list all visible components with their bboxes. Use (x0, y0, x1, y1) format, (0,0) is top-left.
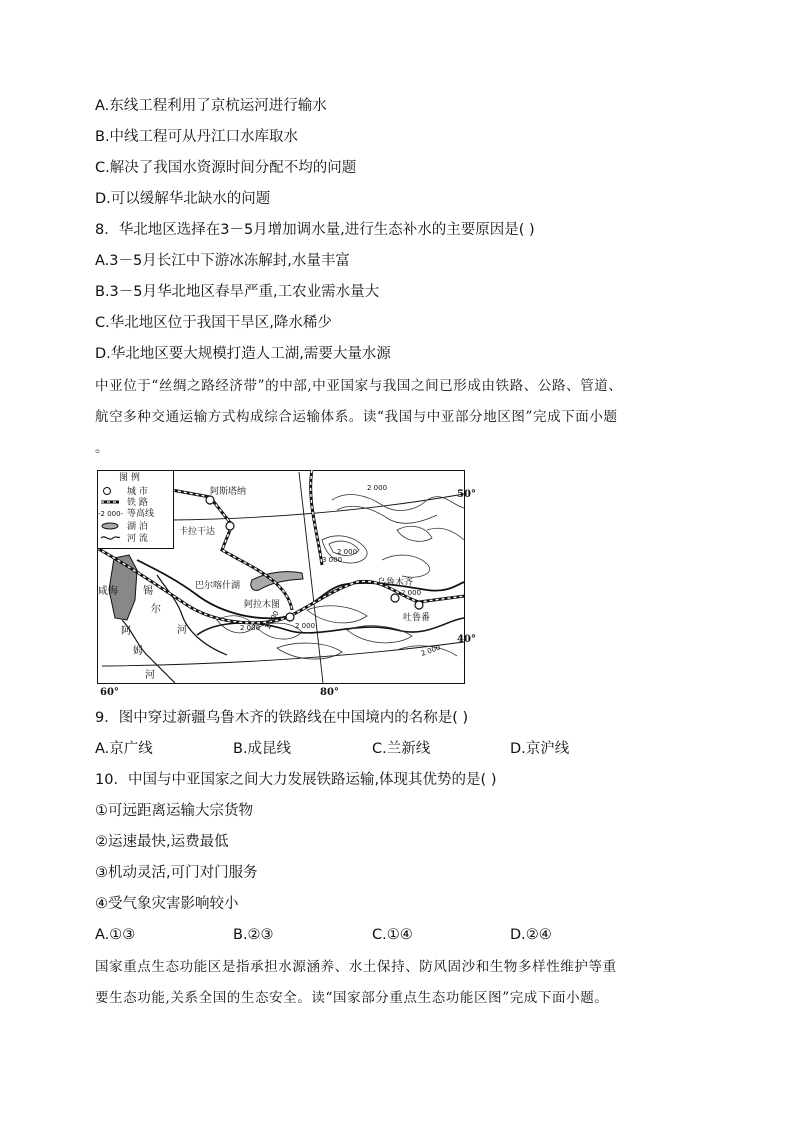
legend-city: 城 市 (127, 487, 148, 497)
contour-label-c: 2 000 (401, 589, 422, 597)
city-astana-marker (206, 496, 214, 504)
q10-statement-2: ②运速最快,运费最低 (95, 834, 229, 850)
label-syr-3: 河 (177, 625, 187, 636)
label-aral: 咸海 (98, 586, 118, 597)
q8-option-a: A.3－5月长江中下游冰冻解封,水量丰富 (95, 253, 350, 269)
q8-option-c: C.华北地区位于我国干旱区,降水稀少 (95, 315, 332, 331)
q9-option-a: A.京广线 (95, 741, 153, 757)
q8-option-b: B.3－5月华北地区春旱严重,工农业需水量大 (95, 284, 380, 300)
label-syr-2: 尔 (151, 604, 161, 615)
contour-label-f: 2 000 (419, 643, 442, 658)
label-astana: 阿斯塔纳 (210, 487, 247, 497)
q10-option-a: A.①③ (95, 927, 136, 943)
label-amu-2: 姆 (133, 646, 143, 657)
label-balkhash: 巴尔喀什湖 (195, 581, 241, 591)
passage1-line1: 中亚位于“丝绸之路经济带”的中部,中亚国家与我国之间已形成由铁路、公路、管道、 (95, 378, 623, 394)
city-almaty-marker (286, 613, 294, 621)
passage1-line3: 。 (95, 440, 110, 456)
contour-label-b: 2 000 (337, 548, 358, 556)
q9-option-b: B.成昆线 (233, 741, 292, 757)
central-asia-map (97, 470, 465, 684)
q9-option-d: D.京沪线 (510, 741, 570, 757)
q10-option-d: D.②④ (510, 927, 552, 943)
q7-option-b: B.中线工程可从丹江口水库取水 (95, 129, 299, 145)
label-almaty: 阿拉木图 (244, 600, 281, 610)
q7-option-c: C.解决了我国水资源时间分配不均的问题 (95, 160, 357, 176)
q10-option-c: C.①④ (372, 927, 413, 943)
label-turpan: 吐鲁番 (403, 613, 431, 623)
passage2-line1: 国家重点生态功能区是指承担水源涵养、水土保持、防风固沙和生物多样性维护等重 (95, 959, 617, 975)
q7-option-d: D.可以缓解华北缺水的问题 (95, 191, 271, 207)
city-urumqi-marker (391, 594, 399, 602)
lat-50-label: 50° (457, 489, 476, 500)
q10-option-b: B.②③ (233, 927, 274, 943)
q9-stem: 9．图中穿过新疆乌鲁木齐的铁路线在中国境内的名称是( ) (95, 710, 469, 726)
q10-statement-4: ④受气象灾害影响较小 (95, 896, 239, 912)
q10-stem: 10．中国与中亚国家之间大力发展铁路运输,体现其优势的是( ) (95, 772, 497, 788)
q8-stem: 8．华北地区选择在3－5月增加调水量,进行生态补水的主要原因是( ) (95, 222, 535, 238)
legend-contour: 等高线 (127, 509, 155, 519)
passage1-line2: 航空多种交通运输方式构成综合运输体系。读“我国与中亚部分地区图”完成下面小题 (95, 409, 618, 425)
contour-label-e: 2 000 (295, 622, 316, 630)
legend-contour-value: -2 000- (98, 510, 124, 518)
label-urumqi: 乌鲁木齐 (377, 578, 414, 588)
contour-label-1000: 1 000 (263, 609, 281, 631)
label-karaganda: 卡拉干达 (179, 527, 216, 537)
city-turpan-marker (415, 601, 423, 609)
contour-label-a: 2 000 (367, 484, 388, 492)
lon-60-label: 60° (100, 687, 119, 698)
passage2-line2: 要生态功能,关系全国的生态安全。读“国家部分重点生态功能区图”完成下面小题。 (95, 990, 609, 1006)
legend-lake: 湖 泊 (127, 522, 148, 532)
label-amu-3: 河 (145, 670, 155, 681)
map-svg (97, 470, 465, 684)
lon-80-label: 80° (320, 687, 339, 698)
city-karaganda-marker (226, 522, 234, 530)
label-syr-1: 锡 (143, 586, 153, 597)
legend-rail: 铁 路 (127, 498, 148, 508)
contour-label-3000: 3 000 (322, 556, 343, 564)
q10-statement-3: ③机动灵活,可门对门服务 (95, 865, 258, 881)
label-amu-1: 阿 (121, 626, 131, 637)
q7-option-a: A.东线工程利用了京杭运河进行输水 (95, 98, 327, 114)
q8-option-d: D.华北地区要大规模打造人工湖,需要大量水源 (95, 346, 391, 362)
legend-title: 图 例 (119, 473, 140, 483)
contour-label-d: 2 000 (240, 624, 261, 632)
lat-40-label: 40° (457, 634, 476, 645)
q9-option-c: C.兰新线 (372, 741, 431, 757)
q10-statement-1: ①可远距离运输大宗货物 (95, 803, 253, 819)
legend-river: 河 流 (127, 534, 148, 544)
